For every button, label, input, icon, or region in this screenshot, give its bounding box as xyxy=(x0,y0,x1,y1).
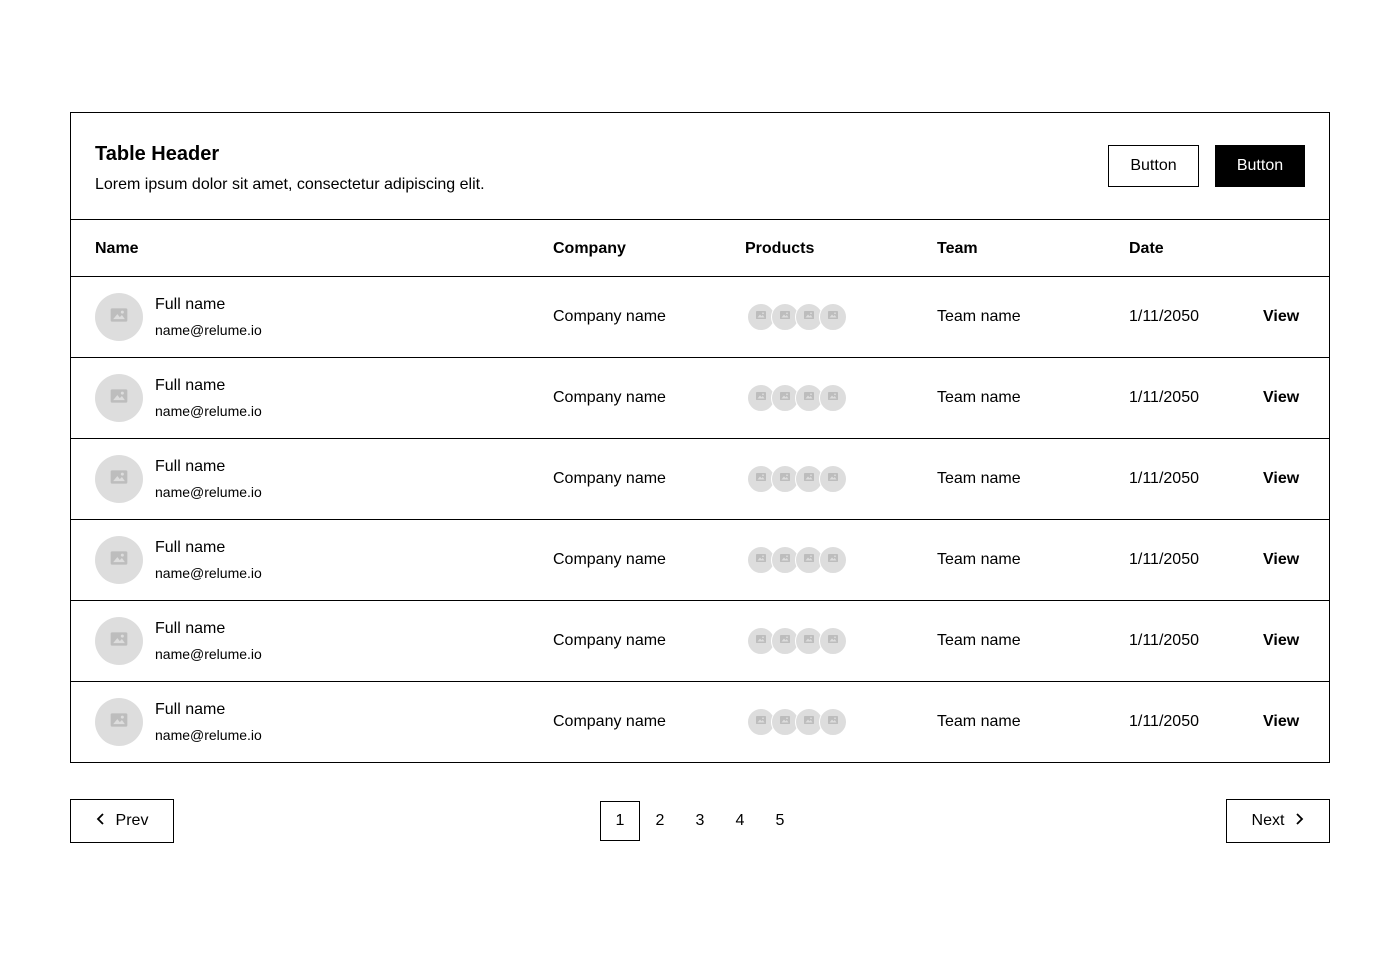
product-thumbnail xyxy=(819,303,847,331)
table-row xyxy=(71,520,1329,601)
company-cell: Company name xyxy=(553,632,666,649)
primary-button[interactable]: Button xyxy=(1215,145,1305,187)
email: name@relume.io xyxy=(155,403,262,419)
avatar xyxy=(95,293,143,341)
date-cell: 1/11/2050 xyxy=(1129,551,1199,568)
team-cell: Team name xyxy=(937,470,1021,487)
email: name@relume.io xyxy=(155,322,262,338)
table-body xyxy=(71,277,1329,763)
page-number-3[interactable]: 3 xyxy=(695,812,705,829)
company-cell: Company name xyxy=(553,389,666,406)
next-page-button[interactable] xyxy=(1226,799,1330,843)
table-row xyxy=(71,439,1329,520)
avatar xyxy=(95,536,143,584)
full-name: Full name xyxy=(155,458,226,475)
image-placeholder-icon xyxy=(779,713,791,731)
image-placeholder-icon xyxy=(803,632,815,650)
avatar xyxy=(95,617,143,665)
products-cell xyxy=(747,627,857,655)
view-link[interactable]: View xyxy=(1263,389,1300,406)
column-header-products[interactable]: Products xyxy=(745,240,815,257)
view-link[interactable]: View xyxy=(1263,713,1300,730)
chevron-right-icon xyxy=(1294,812,1304,831)
data-table xyxy=(70,112,1330,763)
image-placeholder-icon xyxy=(827,308,839,326)
table-row xyxy=(71,682,1329,763)
page-number-4[interactable]: 4 xyxy=(735,812,745,829)
image-placeholder-icon xyxy=(779,551,791,569)
image-placeholder-icon xyxy=(755,470,767,488)
image-placeholder-icon xyxy=(803,308,815,326)
page-number-1[interactable]: 1 xyxy=(600,801,640,841)
team-cell: Team name xyxy=(937,308,1021,325)
column-header-name[interactable]: Name xyxy=(95,240,139,257)
image-placeholder-icon xyxy=(109,386,129,411)
image-placeholder-icon xyxy=(109,710,129,735)
image-placeholder-icon xyxy=(779,308,791,326)
products-cell xyxy=(747,546,857,574)
date-cell: 1/11/2050 xyxy=(1129,713,1199,730)
image-placeholder-icon xyxy=(109,629,129,654)
email: name@relume.io xyxy=(155,727,262,743)
full-name: Full name xyxy=(155,539,226,556)
team-cell: Team name xyxy=(937,632,1021,649)
email: name@relume.io xyxy=(155,565,262,581)
table-title: Table Header xyxy=(95,143,220,165)
company-cell: Company name xyxy=(553,713,666,730)
column-header-company[interactable]: Company xyxy=(553,240,626,257)
page-number-2[interactable]: 2 xyxy=(655,812,665,829)
image-placeholder-icon xyxy=(803,470,815,488)
products-cell xyxy=(747,303,857,331)
image-placeholder-icon xyxy=(755,389,767,407)
secondary-button[interactable]: Button xyxy=(1108,145,1199,187)
company-cell: Company name xyxy=(553,551,666,568)
product-thumbnail xyxy=(819,546,847,574)
full-name: Full name xyxy=(155,620,226,637)
date-cell: 1/11/2050 xyxy=(1129,308,1199,325)
team-cell: Team name xyxy=(937,713,1021,730)
page-number-5[interactable]: 5 xyxy=(775,812,785,829)
date-cell: 1/11/2050 xyxy=(1129,632,1199,649)
full-name: Full name xyxy=(155,377,226,394)
image-placeholder-icon xyxy=(827,632,839,650)
team-cell: Team name xyxy=(937,551,1021,568)
image-placeholder-icon xyxy=(109,548,129,573)
image-placeholder-icon xyxy=(779,632,791,650)
image-placeholder-icon xyxy=(755,308,767,326)
view-link[interactable]: View xyxy=(1263,632,1300,649)
image-placeholder-icon xyxy=(755,551,767,569)
avatar xyxy=(95,374,143,422)
image-placeholder-icon xyxy=(827,551,839,569)
product-thumbnail xyxy=(819,384,847,412)
table-header-bar xyxy=(71,113,1329,220)
image-placeholder-icon xyxy=(803,389,815,407)
date-cell: 1/11/2050 xyxy=(1129,389,1199,406)
product-thumbnail xyxy=(819,627,847,655)
prev-page-label: Prev xyxy=(115,812,149,829)
full-name: Full name xyxy=(155,701,226,718)
product-thumbnail xyxy=(819,465,847,493)
team-cell: Team name xyxy=(937,389,1021,406)
table-row xyxy=(71,277,1329,358)
products-cell xyxy=(747,465,857,493)
company-cell: Company name xyxy=(553,308,666,325)
full-name: Full name xyxy=(155,296,226,313)
image-placeholder-icon xyxy=(109,305,129,330)
view-link[interactable]: View xyxy=(1263,308,1300,325)
image-placeholder-icon xyxy=(827,713,839,731)
view-link[interactable]: View xyxy=(1263,470,1300,487)
product-thumbnail xyxy=(819,708,847,736)
table-row xyxy=(71,601,1329,682)
chevron-left-icon xyxy=(96,812,106,831)
image-placeholder-icon xyxy=(803,551,815,569)
image-placeholder-icon xyxy=(803,713,815,731)
column-header-team[interactable]: Team xyxy=(937,240,978,257)
prev-page-button[interactable] xyxy=(70,799,174,843)
image-placeholder-icon xyxy=(109,467,129,492)
image-placeholder-icon xyxy=(755,632,767,650)
image-placeholder-icon xyxy=(827,470,839,488)
image-placeholder-icon xyxy=(779,389,791,407)
next-page-label: Next xyxy=(1251,812,1285,829)
column-header-date[interactable]: Date xyxy=(1129,240,1164,257)
email: name@relume.io xyxy=(155,646,262,662)
company-cell: Company name xyxy=(553,470,666,487)
date-cell: 1/11/2050 xyxy=(1129,470,1199,487)
column-header-row xyxy=(71,220,1329,277)
image-placeholder-icon xyxy=(827,389,839,407)
avatar xyxy=(95,698,143,746)
image-placeholder-icon xyxy=(755,713,767,731)
products-cell xyxy=(747,708,857,736)
view-link[interactable]: View xyxy=(1263,551,1300,568)
avatar xyxy=(95,455,143,503)
products-cell xyxy=(747,384,857,412)
table-subtitle: Lorem ipsum dolor sit amet, consectetur adipiscing elit. xyxy=(95,176,485,193)
image-placeholder-icon xyxy=(779,470,791,488)
table-row xyxy=(71,358,1329,439)
email: name@relume.io xyxy=(155,484,262,500)
